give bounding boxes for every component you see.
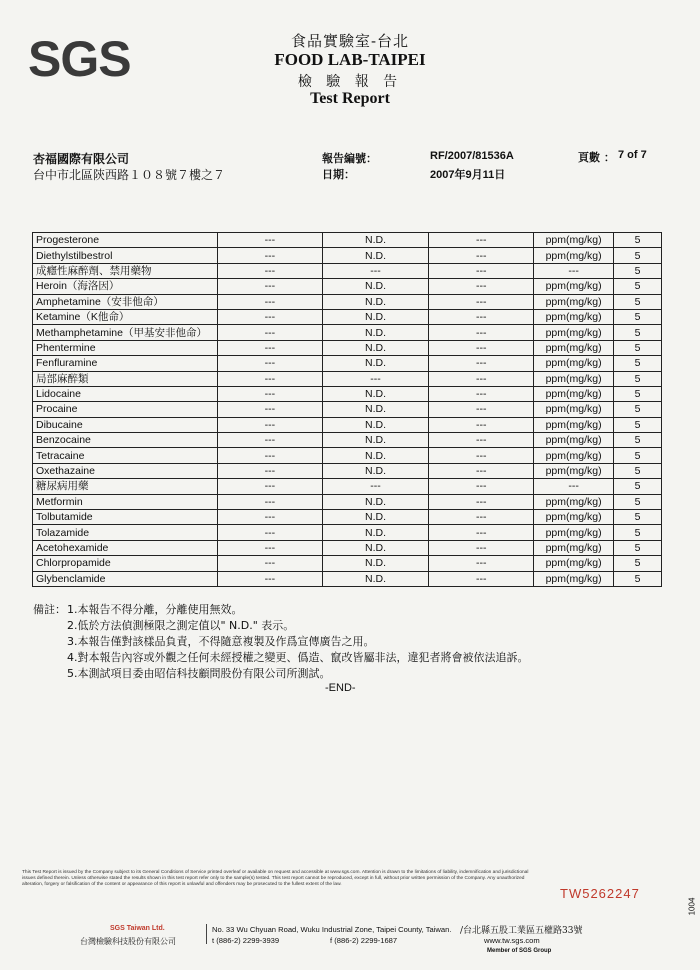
result-cell: --- xyxy=(429,571,534,586)
result-cell: --- xyxy=(217,233,322,248)
unit-cell: ppm(mg/kg) xyxy=(534,248,614,263)
result-cell: --- xyxy=(217,294,322,309)
row-name-cell: Oxethazaine xyxy=(33,463,218,478)
result-cell: --- xyxy=(429,433,534,448)
result-cell: N.D. xyxy=(322,325,429,340)
lod-cell: 5 xyxy=(614,386,662,401)
row-name-cell: 局部麻醉類 xyxy=(33,371,218,386)
unit-cell: ppm(mg/kg) xyxy=(534,386,614,401)
table-row xyxy=(33,371,662,386)
table-row xyxy=(33,571,662,586)
lod-cell: 5 xyxy=(614,494,662,509)
result-cell: --- xyxy=(217,356,322,371)
unit-cell: ppm(mg/kg) xyxy=(534,540,614,555)
row-name-cell: Amphetamine（安非他命） xyxy=(33,294,218,309)
result-cell: --- xyxy=(429,463,534,478)
unit-cell: ppm(mg/kg) xyxy=(534,556,614,571)
result-cell: N.D. xyxy=(322,510,429,525)
remark-item: 3.本報告僅對該樣品負責，不得隨意複製及作爲宣傳廣告之用。 xyxy=(67,635,375,648)
result-cell: --- xyxy=(322,263,429,278)
row-name-cell: Procaine xyxy=(33,402,218,417)
result-cell: --- xyxy=(217,540,322,555)
result-cell: --- xyxy=(429,356,534,371)
table-row xyxy=(33,433,662,448)
result-cell: N.D. xyxy=(322,494,429,509)
result-cell: --- xyxy=(217,510,322,525)
result-cell: N.D. xyxy=(322,556,429,571)
result-cell: --- xyxy=(429,494,534,509)
result-cell: --- xyxy=(217,525,322,540)
row-name-cell: Ketamine（K他命） xyxy=(33,309,218,324)
result-cell: N.D. xyxy=(322,433,429,448)
result-cell: N.D. xyxy=(322,233,429,248)
lod-cell: 5 xyxy=(614,571,662,586)
result-cell: N.D. xyxy=(322,279,429,294)
unit-cell: ppm(mg/kg) xyxy=(534,325,614,340)
company-address-en: No. 33 Wu Chyuan Road, Wuku Industrial Zone, Taipei County, Taiwan. xyxy=(212,925,452,934)
lod-cell: 5 xyxy=(614,463,662,478)
result-cell: --- xyxy=(429,340,534,355)
unit-cell: ppm(mg/kg) xyxy=(534,294,614,309)
remarks-label: 備註： xyxy=(33,603,66,616)
unit-cell: ppm(mg/kg) xyxy=(534,463,614,478)
result-cell: --- xyxy=(322,479,429,494)
client-name: 杏福國際有限公司 xyxy=(33,152,130,166)
row-name-cell: 成癮性麻醉劑、禁用藥物 xyxy=(33,263,218,278)
row-name-cell: Heroin（海洛因） xyxy=(33,279,218,294)
lod-cell: 5 xyxy=(614,479,662,494)
row-name-cell: Lidocaine xyxy=(33,386,218,401)
lod-cell: 5 xyxy=(614,279,662,294)
result-cell: N.D. xyxy=(322,248,429,263)
row-name-cell: Fenfluramine xyxy=(33,356,218,371)
result-cell: N.D. xyxy=(322,294,429,309)
unit-cell: ppm(mg/kg) xyxy=(534,233,614,248)
table-row xyxy=(33,556,662,571)
result-cell: N.D. xyxy=(322,309,429,324)
result-cell: --- xyxy=(429,540,534,555)
result-cell: N.D. xyxy=(322,525,429,540)
lod-cell: 5 xyxy=(614,433,662,448)
unit-cell: ppm(mg/kg) xyxy=(534,510,614,525)
result-cell: --- xyxy=(217,417,322,432)
company-name-en: SGS Taiwan Ltd. xyxy=(110,925,165,932)
result-cell: --- xyxy=(217,371,322,386)
remark-item: 4.對本報告內容或外觀之任何未經授權之變更、僞造、竄改皆屬非法，違犯者將會被依法追訴。 xyxy=(67,651,529,664)
logo-text: SGS xyxy=(28,31,131,87)
result-cell: --- xyxy=(217,248,322,263)
result-cell: --- xyxy=(217,309,322,324)
website: www.tw.sgs.com xyxy=(484,936,540,945)
result-cell: N.D. xyxy=(322,340,429,355)
results-table xyxy=(32,232,662,587)
member-note: Member of SGS Group xyxy=(487,948,552,954)
result-cell: --- xyxy=(429,294,534,309)
table-row xyxy=(33,294,662,309)
report-title-en: Test Report xyxy=(310,90,390,107)
result-cell: --- xyxy=(429,371,534,386)
table-row xyxy=(33,248,662,263)
unit-cell: ppm(mg/kg) xyxy=(534,356,614,371)
end-marker: -END- xyxy=(325,682,356,694)
row-name-cell: 糖尿病用藥 xyxy=(33,479,218,494)
result-cell: --- xyxy=(217,448,322,463)
result-cell: --- xyxy=(429,233,534,248)
row-name-cell: Tolazamide xyxy=(33,525,218,540)
result-cell: --- xyxy=(217,494,322,509)
unit-cell: ppm(mg/kg) xyxy=(534,433,614,448)
report-number: RF/2007/81536A xyxy=(430,150,514,162)
table-row xyxy=(33,479,662,494)
row-name-cell: Glybenclamide xyxy=(33,571,218,586)
result-cell: --- xyxy=(217,479,322,494)
result-cell: --- xyxy=(429,556,534,571)
result-cell: N.D. xyxy=(322,448,429,463)
row-name-cell: Dibucaine xyxy=(33,417,218,432)
result-cell: --- xyxy=(429,279,534,294)
result-cell: --- xyxy=(429,248,534,263)
row-name-cell: Phentermine xyxy=(33,340,218,355)
result-cell: --- xyxy=(429,417,534,432)
lod-cell: 5 xyxy=(614,263,662,278)
lod-cell: 5 xyxy=(614,325,662,340)
report-date: 2007年9月11日 xyxy=(430,169,506,181)
table-row xyxy=(33,494,662,509)
report-title-cn: 檢 驗 報 告 xyxy=(297,74,403,90)
result-cell: --- xyxy=(429,325,534,340)
row-name-cell: Tetracaine xyxy=(33,448,218,463)
result-cell: N.D. xyxy=(322,571,429,586)
lab-name-en: FOOD LAB-TAIPEI xyxy=(274,50,426,69)
lod-cell: 5 xyxy=(614,417,662,432)
table-row xyxy=(33,233,662,248)
page-number: 7 of 7 xyxy=(618,149,647,161)
row-name-cell: Metformin xyxy=(33,494,218,509)
remark-item: 5.本測試項目委由昭信科技顧問股份有限公司所測試。 xyxy=(67,667,331,680)
lod-cell: 5 xyxy=(614,525,662,540)
unit-cell: ppm(mg/kg) xyxy=(534,448,614,463)
remark-item: 2.低於方法偵測極限之測定值以" N.D." 表示。 xyxy=(67,619,295,632)
footer-divider xyxy=(206,924,207,944)
result-cell: --- xyxy=(217,402,322,417)
lod-cell: 5 xyxy=(614,340,662,355)
result-cell: --- xyxy=(429,479,534,494)
lod-cell: 5 xyxy=(614,233,662,248)
lod-cell: 5 xyxy=(614,540,662,555)
table-row xyxy=(33,510,662,525)
lod-cell: 5 xyxy=(614,309,662,324)
result-cell: --- xyxy=(217,433,322,448)
unit-cell: ppm(mg/kg) xyxy=(534,571,614,586)
result-cell: N.D. xyxy=(322,417,429,432)
table-row xyxy=(33,402,662,417)
unit-cell: ppm(mg/kg) xyxy=(534,279,614,294)
report-number-label: 報告編號： xyxy=(322,152,377,165)
lod-cell: 5 xyxy=(614,248,662,263)
result-cell: --- xyxy=(217,463,322,478)
lod-cell: 5 xyxy=(614,556,662,571)
row-name-cell: Benzocaine xyxy=(33,433,218,448)
result-cell: --- xyxy=(429,386,534,401)
result-cell: --- xyxy=(429,510,534,525)
result-cell: --- xyxy=(429,525,534,540)
result-cell: --- xyxy=(217,263,322,278)
telephone: t (886-2) 2299-3939 xyxy=(212,936,280,945)
table-row xyxy=(33,263,662,278)
table-row xyxy=(33,356,662,371)
result-cell: N.D. xyxy=(322,540,429,555)
sgs-logo xyxy=(28,28,160,90)
company-address-cn: /台北縣五股工業區五權路33號 xyxy=(460,926,583,936)
lod-cell: 5 xyxy=(614,402,662,417)
table-row xyxy=(33,525,662,540)
table-row xyxy=(33,463,662,478)
result-cell: --- xyxy=(429,448,534,463)
page-label: 頁數 ： xyxy=(578,151,615,164)
lod-cell: 5 xyxy=(614,510,662,525)
table-row xyxy=(33,448,662,463)
result-cell: --- xyxy=(217,340,322,355)
result-cell: N.D. xyxy=(322,402,429,417)
table-row xyxy=(33,309,662,324)
row-name-cell: Progesterone xyxy=(33,233,218,248)
lod-cell: 5 xyxy=(614,356,662,371)
result-cell: --- xyxy=(217,571,322,586)
result-cell: --- xyxy=(429,309,534,324)
table-row xyxy=(33,340,662,355)
row-name-cell: Acetohexamide xyxy=(33,540,218,555)
unit-cell: ppm(mg/kg) xyxy=(534,417,614,432)
row-name-cell: Methamphetamine（甲基安非他命） xyxy=(33,325,218,340)
table-row xyxy=(33,540,662,555)
row-name-cell: Diethylstilbestrol xyxy=(33,248,218,263)
lab-name-cn: 食品實驗室-台北 xyxy=(290,32,410,50)
table-row xyxy=(33,279,662,294)
unit-cell: --- xyxy=(534,263,614,278)
lod-cell: 5 xyxy=(614,448,662,463)
result-cell: --- xyxy=(429,263,534,278)
result-cell: N.D. xyxy=(322,463,429,478)
table-row xyxy=(33,386,662,401)
unit-cell: --- xyxy=(534,479,614,494)
table-row xyxy=(33,417,662,432)
company-name-cn: 台灣檢驗科技股份有限公司 xyxy=(80,937,176,946)
unit-cell: ppm(mg/kg) xyxy=(534,525,614,540)
table-row xyxy=(33,325,662,340)
lod-cell: 5 xyxy=(614,371,662,386)
result-cell: --- xyxy=(217,279,322,294)
result-cell: --- xyxy=(217,325,322,340)
date-label: 日期： xyxy=(322,168,355,181)
lod-cell: 5 xyxy=(614,294,662,309)
unit-cell: ppm(mg/kg) xyxy=(534,371,614,386)
client-address: 台中市北區陝西路１０８號７樓之７ xyxy=(33,168,226,182)
result-cell: --- xyxy=(322,371,429,386)
serial-number: TW5262247 xyxy=(560,886,640,901)
result-cell: --- xyxy=(217,386,322,401)
unit-cell: ppm(mg/kg) xyxy=(534,340,614,355)
unit-cell: ppm(mg/kg) xyxy=(534,494,614,509)
row-name-cell: Chlorpropamide xyxy=(33,556,218,571)
row-name-cell: Tolbutamide xyxy=(33,510,218,525)
unit-cell: ppm(mg/kg) xyxy=(534,309,614,324)
remark-item: 1.本報告不得分離，分離使用無效。 xyxy=(67,603,243,616)
result-cell: N.D. xyxy=(322,356,429,371)
result-cell: N.D. xyxy=(322,386,429,401)
fax: f (886-2) 2299-1687 xyxy=(330,936,398,945)
result-cell: --- xyxy=(217,556,322,571)
unit-cell: ppm(mg/kg) xyxy=(534,402,614,417)
side-code: 1004 xyxy=(687,897,697,916)
result-cell: --- xyxy=(429,402,534,417)
fine-print: This Test Report is issued by the Company subject to its General Conditions of Service printed overleaf or available on request and accessible at www.sgs.com. Attention is drawn to the limitations of liability, indemnification and jurisdictional issues defined therein. Unless otherwise stated the results shown in this test report refer only to the sample(s) tested. This test report cannot be reproduced, except in full, without prior written permission of the Company. Any unauthorized alteration, forgery or falsification of the content or appearance of this report is unlawful and offenders may be prosecuted to the fullest extent of the law. xyxy=(22,870,529,888)
